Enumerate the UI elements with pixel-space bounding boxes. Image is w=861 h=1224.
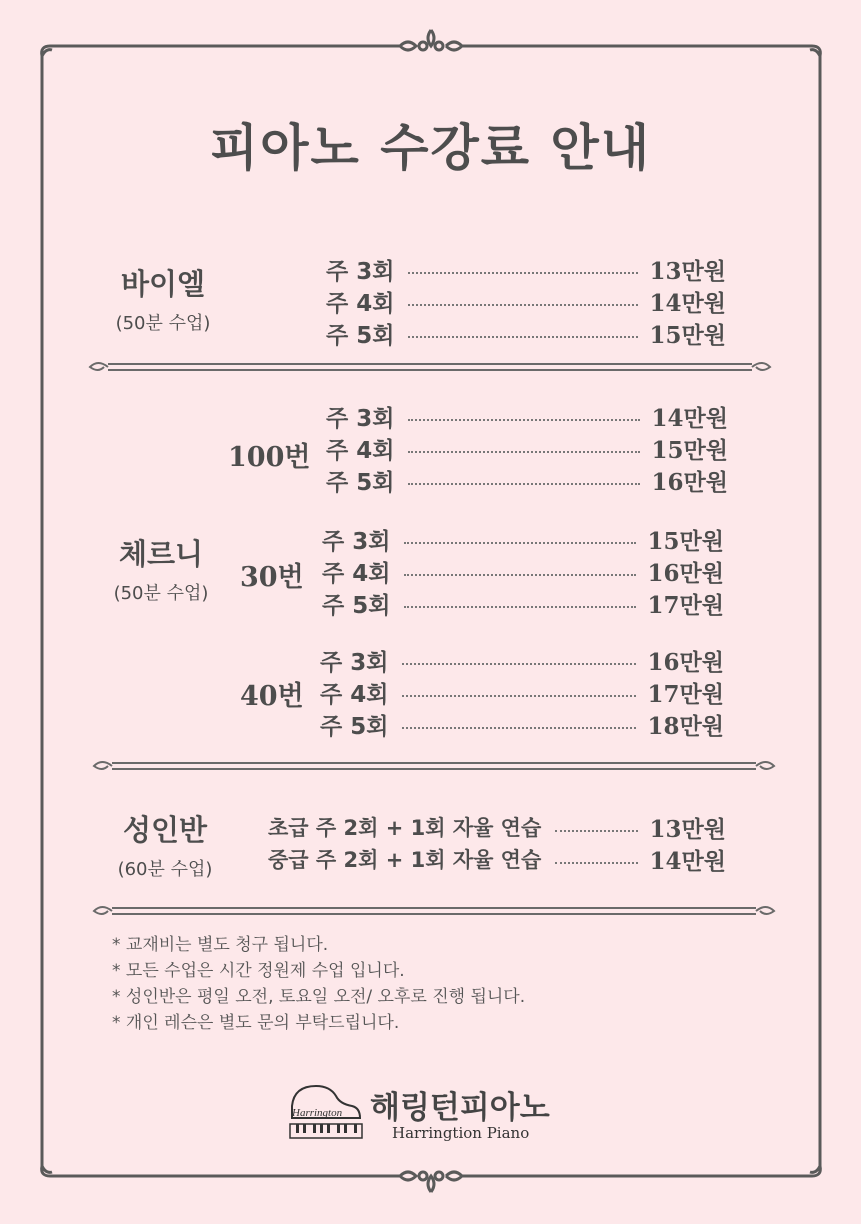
dot-leader (408, 419, 639, 421)
note-item: * 교재비는 별도 청구 됩니다. (112, 935, 329, 955)
price: 14만원 (649, 847, 726, 875)
price-row (326, 253, 726, 285)
category-beyer (88, 262, 238, 335)
price: 16만원 (647, 648, 724, 676)
price-row (320, 644, 724, 676)
price: 17만원 (647, 591, 724, 619)
frequency: 주 4회 (326, 437, 395, 464)
frequency: 주 5회 (322, 592, 391, 619)
dot-leader (402, 695, 635, 697)
dot-leader (404, 574, 635, 576)
dot-leader (404, 542, 635, 544)
category-name: 성인반 (122, 813, 208, 847)
frequency: 주 3회 (322, 528, 391, 555)
logo-name-korean: 해링턴피아노 (370, 1090, 550, 1126)
frequency: 주 4회 (320, 681, 389, 708)
price: 16만원 (651, 468, 728, 496)
price: 13만원 (649, 257, 726, 285)
level-label: 30번 (240, 562, 304, 593)
frequency: 주 4회 (326, 290, 395, 317)
category-duration: (50분 수업) (113, 583, 209, 604)
dot-leader (555, 862, 637, 864)
dot-leader (402, 663, 635, 665)
price-row (326, 285, 726, 317)
price-row (322, 587, 724, 619)
dot-leader (408, 272, 637, 274)
frequency: 주 3회 (320, 649, 389, 676)
logo-name-english: Harringtion Piano (392, 1124, 530, 1142)
category-duration: (50분 수업) (115, 313, 211, 334)
frequency: 주 3회 (326, 405, 395, 432)
page-title: 피아노 수강료 안내 (209, 119, 652, 177)
price-row (326, 317, 726, 349)
price-row (322, 523, 724, 555)
dot-leader (408, 336, 637, 338)
dot-leader (408, 483, 639, 485)
category-name: 체르니 (118, 537, 204, 571)
price: 13만원 (649, 815, 726, 843)
price-row (320, 708, 724, 740)
price-row (326, 432, 728, 464)
dot-leader (402, 727, 635, 729)
price: 15만원 (647, 527, 724, 555)
notes-list (112, 932, 525, 1036)
category-adult (90, 808, 240, 881)
dot-leader (408, 304, 637, 306)
price-row (320, 676, 724, 708)
price: 14만원 (651, 404, 728, 432)
frequency: 주 5회 (326, 322, 395, 349)
frequency: 주 4회 (322, 560, 391, 587)
price-row (268, 843, 726, 875)
note-item: * 모든 수업은 시간 정원제 수업 입니다. (112, 961, 405, 981)
price: 18만원 (647, 712, 724, 740)
frequency: 주 3회 (326, 258, 395, 285)
price-row (268, 811, 726, 843)
price: 15만원 (649, 321, 726, 349)
frequency: 주 5회 (320, 713, 389, 740)
grand-piano-icon (286, 1080, 366, 1142)
dot-leader (404, 606, 635, 608)
price-row (326, 400, 728, 432)
frequency: 주 5회 (326, 469, 395, 496)
category-name: 바이엘 (120, 267, 206, 301)
price: 14만원 (649, 289, 726, 317)
frequency: 초급 주 2회 + 1회 자율 연습 (268, 816, 542, 840)
price-row (326, 464, 728, 496)
category-duration: (60분 수업) (117, 859, 213, 880)
note-item: * 성인반은 평일 오전, 토요일 오전/ 오후로 진행 됩니다. (112, 987, 526, 1007)
category-czerny (86, 532, 236, 605)
level-label: 40번 (240, 681, 304, 712)
level-label: 100번 (228, 442, 311, 473)
price-row (322, 555, 724, 587)
price: 17만원 (647, 680, 724, 708)
frequency: 중급 주 2회 + 1회 자율 연습 (268, 848, 542, 872)
price: 16만원 (647, 559, 724, 587)
dot-leader (555, 830, 637, 832)
note-item: * 개인 레슨은 별도 문의 부탁드립니다. (112, 1013, 400, 1033)
price: 15만원 (651, 436, 728, 464)
dot-leader (408, 451, 639, 453)
logo-mark-text: Harrington (292, 1107, 343, 1119)
